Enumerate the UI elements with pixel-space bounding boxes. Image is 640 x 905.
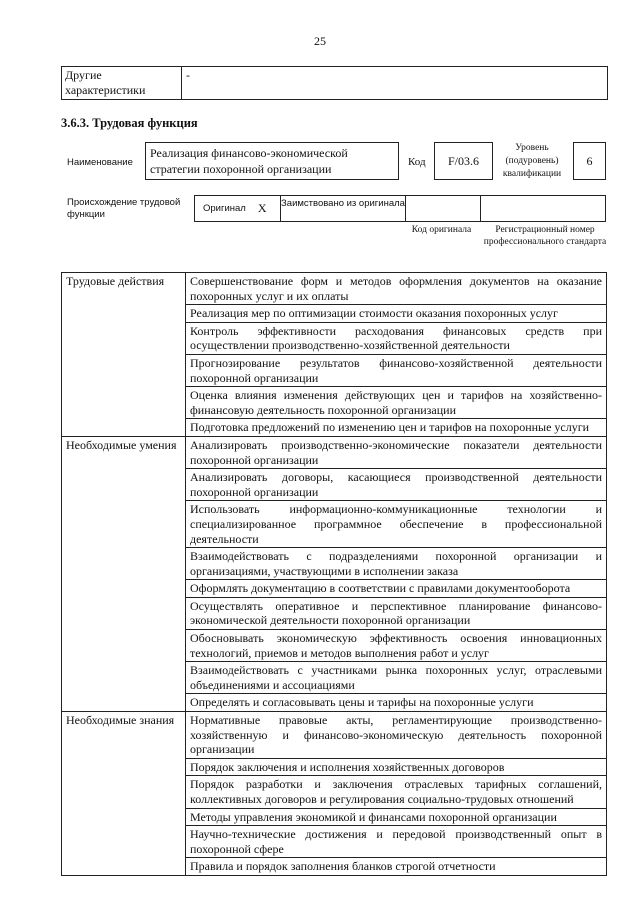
item-cell: Совершенствование форм и методов оформления документов на оказание похоронных услуг и их оплаты [186, 273, 607, 305]
item-cell: Правила и порядок заполнения бланков строгой отчетности [186, 858, 607, 876]
item-cell: Подготовка предложений по изменению цен и тарифов на похоронные услуги [186, 419, 607, 437]
table-row [62, 436, 607, 468]
item-cell: Анализировать договоры, касающиеся производственной деятельности похоронной организации [186, 469, 607, 501]
other-characteristics-label: Другие характеристики [62, 67, 182, 99]
level-label: Уровень (подуровень) квалификации [502, 143, 562, 179]
item-cell: Обосновывать экономическую эффективность освоения инновационных технологий, приемов и методов выполнения работ и услуг [186, 630, 607, 662]
item-cell: Анализировать производственно-экономические показатели деятельности похоронной организации [186, 436, 607, 468]
item-cell: Реализация мер по оптимизации стоимости оказания похоронных услуг [186, 305, 607, 323]
other-characteristics-value: - [186, 68, 190, 82]
item-cell: Порядок заключения и исполнения хозяйственных договоров [186, 758, 607, 776]
origin-original-cell [194, 195, 280, 222]
category-cell: Трудовые действия [62, 273, 186, 437]
item-cell: Взаимодействовать с участниками рынка похоронных услуг, отраслевыми объединениями и ассоциациями [186, 662, 607, 694]
qualification-level: 6 [573, 142, 606, 180]
function-code: F/03.6 [434, 142, 493, 180]
origin-label: Происхождение трудовой функции [67, 197, 181, 220]
item-cell: Взаимодействовать с подразделениями похоронной организации и организациями, участвующими в исполнении заказа [186, 548, 607, 580]
table-row [62, 273, 607, 305]
page-number: 25 [314, 34, 326, 48]
origin-reg-cell [480, 195, 606, 222]
labor-function-table [61, 272, 607, 876]
category-cell: Необходимые знания [62, 712, 186, 876]
section-title: 3.6.3. Трудовая функция [61, 116, 198, 130]
function-name: Реализация финансово-экономической стратегии похоронной организации [145, 142, 399, 180]
reg-number-caption: Регистрационный номер профессионального стандарта [483, 225, 607, 247]
item-cell: Использовать информационно-коммуникационные технологии и специализированное программное обеспечение в профессиональной деятельности [186, 501, 607, 548]
original-label: Оригинал [203, 203, 246, 214]
code-label: Код [408, 156, 426, 168]
item-cell: Научно-технические достижения и передовой производственный опыт в похоронной сфере [186, 826, 607, 858]
category-cell: Необходимые умения [62, 436, 186, 711]
origin-code-cell [405, 195, 480, 222]
item-cell: Оформлять документацию в соответствии с правилами документооборота [186, 580, 607, 598]
item-cell: Определять и согласовывать цены и тарифы на похоронные услуги [186, 694, 607, 712]
item-cell: Прогнозирование результатов финансово-хозяйственной деятельности похоронной организации [186, 354, 607, 386]
origin-row [194, 195, 606, 222]
borrowed-label: Заимствовано из оригинала [280, 195, 405, 222]
code-original-caption: Код оригинала [411, 225, 472, 235]
item-cell: Нормативные правовые акты, регламентирующие производственно-хозяйственную и финансово-экономическую деятельность похоронной организации [186, 712, 607, 759]
item-cell: Контроль эффективности расходования финансовых средств при осуществлении производственно-хозяйственной деятельности [186, 322, 607, 354]
table-row [62, 712, 607, 759]
other-characteristics-table [61, 66, 608, 100]
item-cell: Оценка влияния изменения действующих цен и тарифов на хозяйственно-финансовую деятельность похоронной организации [186, 387, 607, 419]
original-mark: X [257, 201, 267, 215]
name-label: Наименование [67, 157, 133, 168]
item-cell: Порядок разработки и заключения отраслевых тарифных соглашений, коллективных договоров и регулирования социально-трудовых отношений [186, 776, 607, 808]
item-cell: Осуществлять оперативное и перспективное планирование финансово-экономической деятельности похоронной организации [186, 597, 607, 629]
item-cell: Методы управления экономикой и финансами похоронной организации [186, 808, 607, 826]
